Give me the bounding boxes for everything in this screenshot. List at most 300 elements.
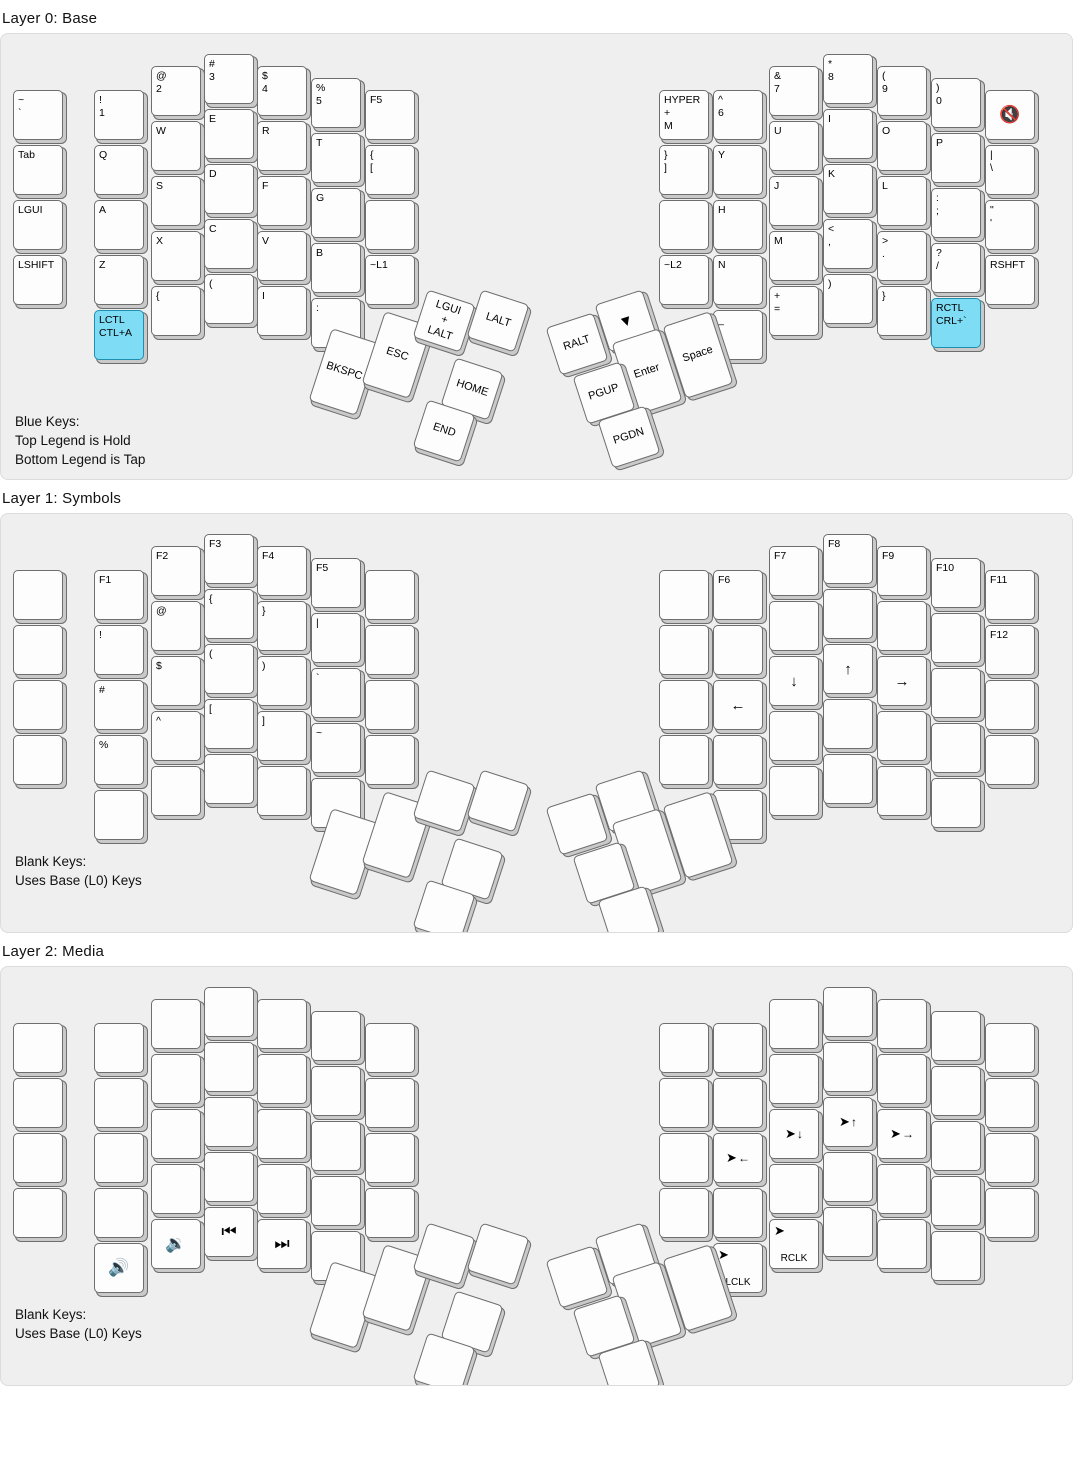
key-l-r0-c1[interactable] — [94, 1023, 144, 1073]
key-label: ` — [316, 672, 320, 684]
key-label: RCLK — [780, 1252, 808, 1264]
key-label: % — [99, 739, 109, 751]
key-label: PGDN — [611, 425, 646, 447]
key-r-r1-c6[interactable] — [985, 625, 1035, 675]
key-label: } ] — [664, 149, 668, 174]
key-l-r0-c2[interactable] — [151, 546, 201, 596]
key-r-r1-c0[interactable] — [659, 625, 709, 675]
key-r-r0-c6[interactable] — [985, 1023, 1035, 1073]
key-l-r1-c1[interactable] — [94, 1078, 144, 1128]
key-label: END — [431, 421, 458, 440]
key-r-r1-c1[interactable] — [713, 1078, 763, 1128]
key-r-r4-c3[interactable] — [877, 766, 927, 816]
key-r-r1-c5[interactable] — [931, 1066, 981, 1116]
key-r-r3-c2[interactable] — [769, 1164, 819, 1214]
key-label: @ 2 — [156, 70, 167, 95]
volume-down-icon: 🔉 — [165, 1233, 187, 1253]
key-r-r4-c4[interactable] — [931, 298, 981, 348]
key-label: J — [774, 180, 780, 192]
key-r-r3-c2[interactable] — [769, 711, 819, 761]
key-l-r3-c4[interactable] — [257, 1164, 307, 1214]
key-r-r1-c2[interactable] — [769, 121, 819, 171]
key-r-r3-c4[interactable] — [877, 1164, 927, 1214]
key-label: X — [156, 235, 164, 247]
key-r-r0-c4[interactable] — [877, 999, 927, 1049]
key-r-r1-c3[interactable] — [823, 589, 873, 639]
key-l-r2-c1[interactable] — [94, 200, 144, 250]
key-l-r1-c0[interactable] — [13, 1078, 63, 1128]
key-label: LCLK — [725, 1276, 751, 1288]
key-r-r4-c3[interactable] — [877, 286, 927, 336]
key-l-r3-c2[interactable] — [151, 1164, 201, 1214]
key-l-r3-c4[interactable] — [257, 231, 307, 281]
key-label: & 7 — [774, 70, 782, 95]
key-label: $ — [156, 660, 162, 672]
key-label: : ; — [936, 192, 939, 217]
key-r-r1-c5[interactable] — [931, 613, 981, 663]
key-r-r3-c0[interactable] — [659, 1188, 709, 1238]
key-r-r1-c3[interactable] — [823, 109, 873, 159]
key-r-r4-c1[interactable] — [769, 766, 819, 816]
key-label: [ — [209, 703, 212, 715]
key-r-r4-c2[interactable] — [823, 274, 873, 324]
key-label: → — [894, 672, 910, 690]
key-l-r4-c2[interactable] — [204, 274, 254, 324]
key-label: F5 — [370, 94, 383, 106]
key-r-r2-c4[interactable] — [877, 656, 927, 706]
key-r-r1-c6[interactable] — [985, 1078, 1035, 1128]
key-label: HYPER + M — [664, 94, 701, 132]
key-label: @ — [156, 605, 167, 617]
mouse-down-icon: ➤ ↓ — [785, 1126, 803, 1142]
key-r-r0-c1[interactable] — [713, 90, 763, 140]
layer-panel-0 — [0, 33, 1073, 480]
key-l-r2-c6[interactable] — [365, 680, 415, 730]
key-l-r3-c3[interactable] — [204, 219, 254, 269]
key-l-r0-c6[interactable] — [365, 1023, 415, 1073]
key-r-r1-c4[interactable] — [877, 1054, 927, 1104]
key-r-r1-c4[interactable] — [877, 121, 927, 171]
key-l-r1-c5[interactable] — [311, 613, 361, 663]
key-l-r1-c5[interactable] — [311, 133, 361, 183]
key-r-r1-c4[interactable] — [877, 601, 927, 651]
key-label: ) — [262, 660, 266, 672]
key-l-r2-c2[interactable] — [151, 656, 201, 706]
key-l-r2-c5[interactable] — [311, 188, 361, 238]
key-label: Space — [681, 343, 715, 365]
key-l-r4-c1[interactable] — [151, 766, 201, 816]
key-label: S — [156, 180, 164, 192]
key-l-r0-c5[interactable] — [311, 1011, 361, 1061]
key-r-r2-c6[interactable] — [985, 680, 1035, 730]
key-label: E — [209, 113, 217, 125]
key-r-r4-c3[interactable] — [877, 1219, 927, 1269]
key-l-r1-c4[interactable] — [257, 121, 307, 171]
key-label: V — [262, 235, 270, 247]
key-l-r0-c3[interactable] — [204, 987, 254, 1037]
key-label: I — [262, 290, 265, 302]
key-r-r4-c4[interactable] — [931, 1231, 981, 1281]
key-r-r3-c3[interactable] — [823, 219, 873, 269]
key-l-r3-c0[interactable] — [13, 735, 63, 785]
key-label: BKSPC — [324, 359, 364, 383]
key-l-r1-c1[interactable] — [94, 625, 144, 675]
key-label: F2 — [156, 550, 169, 562]
key-r-r3-c6[interactable] — [985, 735, 1035, 785]
key-l-r1-c3[interactable] — [204, 109, 254, 159]
mouse-left-icon: ➤ ← — [726, 1150, 750, 1166]
key-l-r3-c1[interactable] — [94, 735, 144, 785]
key-label: ^ 6 — [718, 94, 724, 119]
key-r-r0-c2[interactable] — [769, 66, 819, 116]
key-r-r0-c3[interactable] — [823, 534, 873, 584]
key-l-r0-c4[interactable] — [257, 546, 307, 596]
thumb-key-l-3[interactable] — [466, 769, 529, 832]
key-label: ← — [730, 696, 746, 714]
key-r-r1-c0[interactable] — [659, 145, 709, 195]
key-label: O — [882, 125, 891, 137]
key-l-r1-c3[interactable] — [204, 1042, 254, 1092]
key-l-r3-c3[interactable] — [204, 699, 254, 749]
key-label: N — [718, 259, 726, 271]
key-l-r0-c5[interactable] — [311, 78, 361, 128]
key-r-r0-c2[interactable] — [769, 999, 819, 1049]
key-r-r3-c0[interactable] — [659, 255, 709, 305]
key-l-r2-c4[interactable] — [257, 176, 307, 226]
key-label: ▼ — [616, 310, 636, 332]
key-label: ~ ` — [18, 94, 25, 119]
key-label: F6 — [718, 574, 731, 586]
key-r-r4-c4[interactable] — [931, 778, 981, 828]
key-r-r0-c2[interactable] — [769, 546, 819, 596]
key-label: ( — [209, 648, 213, 660]
key-r-r2-c5[interactable] — [931, 668, 981, 718]
key-r-r3-c4[interactable] — [877, 711, 927, 761]
key-label: { [ — [370, 149, 374, 174]
key-label: C — [209, 223, 217, 235]
key-r-r4-c2[interactable] — [823, 754, 873, 804]
key-r-r0-c5[interactable] — [931, 78, 981, 128]
key-label: F — [262, 180, 269, 192]
key-r-r0-c3[interactable] — [823, 54, 873, 104]
key-l-r0-c5[interactable] — [311, 558, 361, 608]
key-label: < , — [828, 223, 835, 248]
key-l-r3-c5[interactable] — [311, 1176, 361, 1226]
key-r-r2-c6[interactable] — [985, 200, 1035, 250]
key-r-r0-c1[interactable] — [713, 1023, 763, 1073]
key-label: { — [209, 593, 213, 605]
key-l-r2-c4[interactable] — [257, 656, 307, 706]
key-r-r3-c1[interactable] — [713, 735, 763, 785]
key-r-r1-c3[interactable] — [823, 1042, 873, 1092]
key-r-r2-c3[interactable] — [823, 164, 873, 214]
key-l-r3-c3[interactable] — [204, 1152, 254, 1202]
key-r-r3-c3[interactable] — [823, 699, 873, 749]
key-r-r3-c5[interactable] — [931, 243, 981, 293]
key-l-r4-c3[interactable] — [257, 1219, 307, 1269]
key-r-r1-c6[interactable] — [985, 145, 1035, 195]
key-l-r4-c2[interactable] — [204, 754, 254, 804]
key-l-r0-c2[interactable] — [151, 999, 201, 1049]
key-l-r3-c1[interactable] — [94, 255, 144, 305]
key-l-r1-c0[interactable] — [13, 625, 63, 675]
key-label: H — [718, 204, 726, 216]
key-label: K — [828, 168, 836, 180]
key-l-r4-c3[interactable] — [257, 286, 307, 336]
key-l-r3-c1[interactable] — [94, 1188, 144, 1238]
key-l-r2-c1[interactable] — [94, 1133, 144, 1183]
key-r-r1-c2[interactable] — [769, 1054, 819, 1104]
key-label: } — [262, 605, 266, 617]
key-r-r2-c2[interactable] — [769, 176, 819, 226]
key-r-r1-c2[interactable] — [769, 601, 819, 651]
key-label: > . — [882, 235, 889, 260]
key-r-r4-c1[interactable]: ➤ RCLK — [769, 1219, 819, 1269]
key-l-r1-c4[interactable] — [257, 1054, 307, 1104]
key-l-r3-c0[interactable] — [13, 1188, 63, 1238]
key-l-r3-c6[interactable] — [365, 1188, 415, 1238]
key-r-r2-c0[interactable] — [659, 200, 709, 250]
key-l-r1-c2[interactable] — [151, 121, 201, 171]
key-l-r3-c5[interactable] — [311, 723, 361, 773]
key-label: LALT — [484, 310, 513, 330]
layer-title-2: Layer 2: Media — [2, 943, 105, 960]
key-l-r4-c1[interactable] — [151, 1219, 201, 1269]
key-r-r3-c1[interactable] — [713, 1188, 763, 1238]
key-r-r3-c1[interactable] — [713, 255, 763, 305]
key-label: % 5 — [316, 82, 326, 107]
key-label: { — [156, 290, 160, 302]
key-l-r0-c4[interactable] — [257, 999, 307, 1049]
key-label: : — [316, 302, 319, 314]
key-r-r2-c2[interactable] — [769, 656, 819, 706]
key-l-r3-c6[interactable] — [365, 255, 415, 305]
key-l-r4-c2[interactable] — [204, 1207, 254, 1257]
key-l-r4-c0[interactable] — [94, 1243, 144, 1293]
key-label: ) 0 — [936, 82, 942, 107]
mute-icon: 🔇 — [999, 104, 1021, 124]
key-l-r0-c0[interactable] — [13, 1023, 63, 1073]
layer-note: Blue Keys: Top Legend is Hold Bottom Legend is Tap — [15, 414, 146, 468]
key-label: | \ — [990, 149, 993, 174]
key-label: P — [936, 137, 944, 149]
key-label: ) — [828, 278, 832, 290]
key-r-r0-c4[interactable] — [877, 546, 927, 596]
key-r-r2-c6[interactable] — [985, 1133, 1035, 1183]
next-track-icon: ⏭ — [274, 1233, 290, 1253]
key-r-r3-c2[interactable] — [769, 231, 819, 281]
key-l-r2-c6[interactable] — [365, 1133, 415, 1183]
key-label: I — [828, 113, 831, 125]
key-label: } — [882, 290, 886, 302]
key-l-r0-c6[interactable] — [365, 90, 415, 140]
key-label: T — [316, 137, 323, 149]
key-r-r0-c4[interactable] — [877, 66, 927, 116]
thumb-key-l-3[interactable] — [466, 289, 529, 352]
key-r-r1-c1[interactable] — [713, 625, 763, 675]
key-label: L — [882, 180, 888, 192]
key-label: _ - — [718, 314, 724, 339]
key-r-r2-c2[interactable] — [769, 1109, 819, 1159]
key-l-r1-c2[interactable] — [151, 601, 201, 651]
key-label: RALT — [561, 333, 592, 354]
key-label: F7 — [774, 550, 787, 562]
key-r-r2-c0[interactable] — [659, 1133, 709, 1183]
key-r-r1-c0[interactable] — [659, 1078, 709, 1128]
thumb-key-l-3[interactable] — [466, 1222, 529, 1285]
key-r-r2-c1[interactable] — [713, 200, 763, 250]
key-l-r2-c1[interactable] — [94, 680, 144, 730]
key-label: ( — [209, 278, 213, 290]
layer-note: Blank Keys: Uses Base (L0) Keys — [15, 854, 142, 889]
key-r-r4-c1[interactable] — [769, 286, 819, 336]
key-l-r0-c0[interactable] — [13, 90, 63, 140]
key-l-r2-c5[interactable] — [311, 1121, 361, 1171]
key-label: F11 — [990, 574, 1008, 586]
key-label: B — [316, 247, 324, 259]
key-l-r2-c0[interactable] — [13, 1133, 63, 1183]
key-l-r0-c1[interactable] — [94, 90, 144, 140]
key-l-r1-c5[interactable] — [311, 1066, 361, 1116]
key-r-r1-c1[interactable] — [713, 145, 763, 195]
key-r-r1-c5[interactable] — [931, 133, 981, 183]
key-label: LSHIFT — [18, 259, 55, 271]
prev-track-icon: ⏮ — [221, 1221, 237, 1241]
key-label: + = — [774, 290, 781, 315]
key-label: Q — [99, 149, 108, 161]
key-label: LCTL CTL+A — [99, 314, 132, 339]
key-l-r3-c5[interactable] — [311, 243, 361, 293]
key-l-r1-c2[interactable] — [151, 1054, 201, 1104]
key-l-r1-c6[interactable] — [365, 1078, 415, 1128]
key-l-r2-c0[interactable] — [13, 680, 63, 730]
key-l-r3-c2[interactable] — [151, 231, 201, 281]
key-l-r2-c3[interactable] — [204, 164, 254, 214]
key-l-r0-c0[interactable] — [13, 570, 63, 620]
key-r-r2-c0[interactable] — [659, 680, 709, 730]
key-l-r4-c1[interactable] — [151, 286, 201, 336]
key-l-r0-c2[interactable] — [151, 66, 201, 116]
key-r-r2-c1[interactable] — [713, 1133, 763, 1183]
key-r-r0-c5[interactable] — [931, 558, 981, 608]
key-l-r4-c0[interactable] — [94, 310, 144, 360]
key-l-r0-c1[interactable] — [94, 570, 144, 620]
key-r-r0-c5[interactable] — [931, 1011, 981, 1061]
layer-title-0: Layer 0: Base — [2, 10, 98, 27]
key-l-r1-c3[interactable] — [204, 589, 254, 639]
key-l-r0-c3[interactable] — [204, 54, 254, 104]
key-r-r3-c5[interactable] — [931, 723, 981, 773]
key-r-r2-c3[interactable] — [823, 644, 873, 694]
key-l-r2-c6[interactable] — [365, 200, 415, 250]
key-r-r0-c0[interactable] — [659, 90, 709, 140]
key-label: Tab — [18, 149, 35, 161]
key-r-r3-c3[interactable] — [823, 1152, 873, 1202]
key-r-r0-c6[interactable] — [985, 570, 1035, 620]
key-l-r4-c3[interactable] — [257, 766, 307, 816]
key-l-r2-c5[interactable] — [311, 668, 361, 718]
key-l-r1-c1[interactable] — [94, 145, 144, 195]
key-r-r4-c0[interactable]: ➤ LCLK — [713, 1243, 763, 1293]
key-l-r2-c3[interactable] — [204, 644, 254, 694]
key-label: " ' — [990, 204, 994, 229]
key-r-r2-c4[interactable] — [877, 1109, 927, 1159]
key-l-r3-c2[interactable] — [151, 711, 201, 761]
key-label: F8 — [828, 538, 841, 550]
key-label: M — [774, 235, 783, 247]
key-label: F1 — [99, 574, 112, 586]
key-label: ! 1 — [99, 94, 105, 119]
key-label: F5 — [316, 562, 329, 574]
key-r-r2-c1[interactable] — [713, 680, 763, 730]
key-l-r2-c3[interactable] — [204, 1097, 254, 1147]
layer-panel-1 — [0, 513, 1073, 933]
key-l-r1-c0[interactable] — [13, 145, 63, 195]
key-r-r3-c5[interactable] — [931, 1176, 981, 1226]
key-r-r3-c6[interactable] — [985, 255, 1035, 305]
key-r-r2-c4[interactable] — [877, 176, 927, 226]
layer-title-1: Layer 1: Symbols — [2, 490, 122, 507]
key-l-r0-c6[interactable] — [365, 570, 415, 620]
key-label: LGUI — [18, 204, 43, 216]
key-r-r3-c4[interactable] — [877, 231, 927, 281]
key-label: RCTL CRL+` — [936, 302, 967, 327]
key-label: HOME — [454, 377, 490, 400]
key-label: D — [209, 168, 217, 180]
key-l-r2-c4[interactable] — [257, 1109, 307, 1159]
key-label: RSHFT — [990, 259, 1025, 271]
key-r-r3-c0[interactable] — [659, 735, 709, 785]
key-r-r2-c5[interactable] — [931, 188, 981, 238]
key-label: ? / — [936, 247, 942, 272]
key-r-r3-c6[interactable] — [985, 1188, 1035, 1238]
key-l-r2-c0[interactable] — [13, 200, 63, 250]
key-label: LGUI + LALT — [426, 297, 463, 343]
layer-panel-2 — [0, 966, 1073, 1386]
key-r-r4-c2[interactable] — [823, 1207, 873, 1257]
key-r-r2-c5[interactable] — [931, 1121, 981, 1171]
key-label: ~L1 — [370, 259, 388, 271]
key-r-r0-c0[interactable] — [659, 570, 709, 620]
key-l-r1-c6[interactable] — [365, 145, 415, 195]
key-l-r0-c3[interactable] — [204, 534, 254, 584]
key-l-r2-c2[interactable] — [151, 1109, 201, 1159]
key-l-r3-c0[interactable] — [13, 255, 63, 305]
key-l-r1-c4[interactable] — [257, 601, 307, 651]
key-label: A — [99, 204, 107, 216]
key-label: ↓ — [790, 672, 798, 690]
key-r-r2-c3[interactable] — [823, 1097, 873, 1147]
key-l-r2-c2[interactable] — [151, 176, 201, 226]
key-r-r0-c6[interactable] — [985, 90, 1035, 140]
key-l-r0-c4[interactable] — [257, 66, 307, 116]
key-r-r0-c0[interactable] — [659, 1023, 709, 1073]
key-label: ! — [99, 629, 102, 641]
key-label: W — [156, 125, 166, 137]
key-label: ^ — [156, 715, 161, 727]
mouse-up-icon: ➤ ↑ — [839, 1114, 857, 1130]
key-l-r4-c0[interactable] — [94, 790, 144, 840]
key-label: ESC — [384, 345, 410, 364]
key-r-r0-c3[interactable] — [823, 987, 873, 1037]
key-label: F4 — [262, 550, 275, 562]
key-r-r0-c1[interactable] — [713, 570, 763, 620]
mouse-right-icon: ➤ → — [890, 1126, 914, 1142]
key-l-r1-c6[interactable] — [365, 625, 415, 675]
key-l-r3-c6[interactable] — [365, 735, 415, 785]
key-l-r3-c4[interactable] — [257, 711, 307, 761]
key-label: F12 — [990, 629, 1009, 641]
